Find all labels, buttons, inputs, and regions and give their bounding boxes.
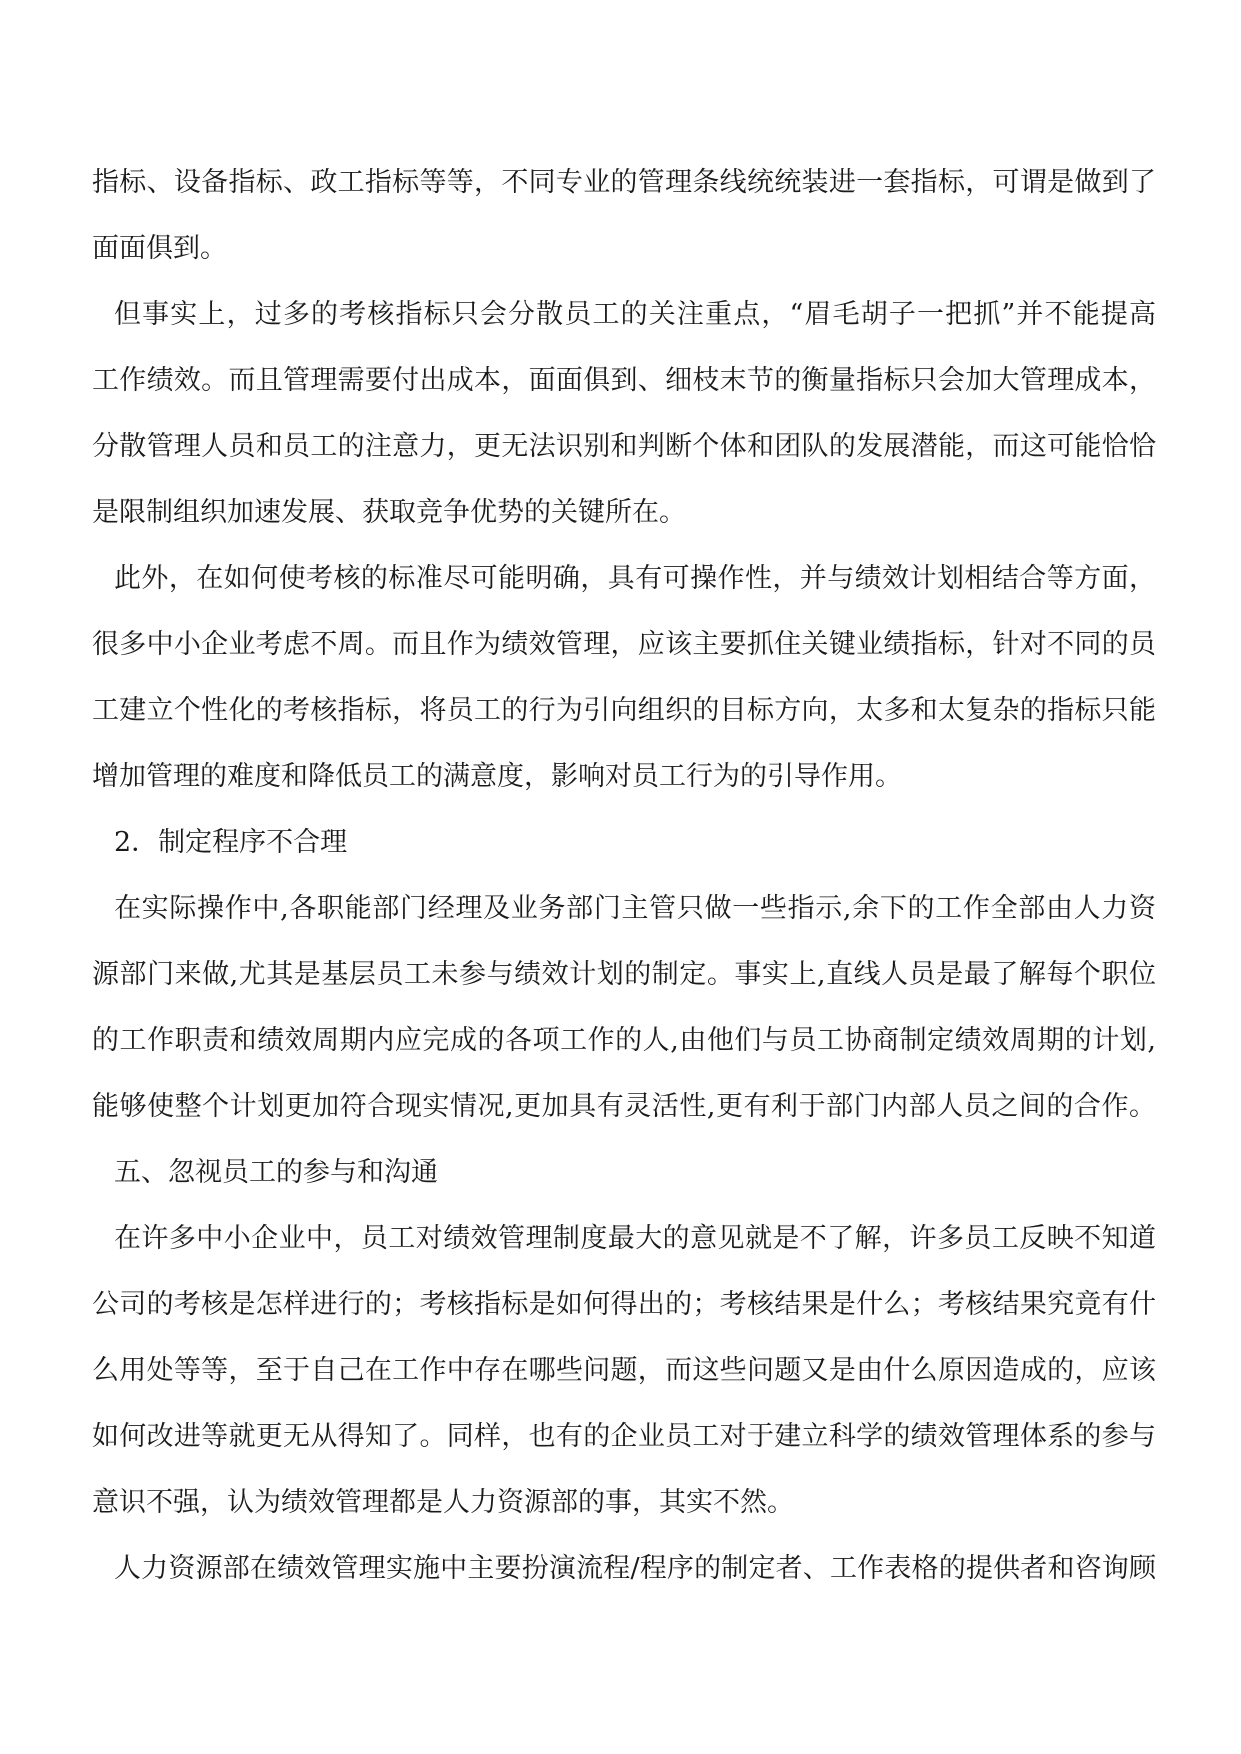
text-line: 源部门来做,尤其是基层员工未参与绩效计划的制定。事实上,直线人员是最了解每个职位: [92, 959, 1156, 990]
text-line: 人力资源部在绩效管理实施中主要扮演流程/程序的制定者、工作表格的提供者和咨询顾: [114, 1553, 1156, 1584]
document-page: [92, 150, 1156, 1602]
text-line: 五、忽视员工的参与和沟通: [114, 1157, 438, 1188]
text-line: 工作绩效。而且管理需要付出成本，面面俱到、细枝末节的衡量指标只会加大管理成本，: [92, 365, 1156, 396]
text-line: 能够使整个计划更加符合现实情况,更加具有灵活性,更有利于部门内部人员之间的合作。: [92, 1091, 1156, 1122]
text-line: 指标、设备指标、政工指标等等，不同专业的管理条线统统装进一套指标，可谓是做到了: [92, 167, 1156, 198]
text-line: 的工作职责和绩效周期内应完成的各项工作的人,由他们与员工协商制定绩效周期的计划,: [92, 1025, 1156, 1056]
text-line: 面面俱到。: [92, 233, 227, 264]
text-line: 么用处等等，至于自己在工作中存在哪些问题，而这些问题又是由什么原因造成的，应该: [92, 1355, 1156, 1386]
text-line: 是限制组织加速发展、获取竞争优势的关键所在。: [92, 497, 686, 528]
text-line: 公司的考核是怎样进行的；考核指标是如何得出的；考核结果是什么；考核结果究竟有什: [92, 1289, 1156, 1320]
text-line: 2．制定程序不合理: [114, 827, 348, 858]
text-line: 工建立个性化的考核指标，将员工的行为引向组织的目标方向，太多和太复杂的指标只能: [92, 695, 1156, 726]
text-line: 分散管理人员和员工的注意力，更无法识别和判断个体和团队的发展潜能，而这可能恰恰: [92, 431, 1156, 462]
text-line: 增加管理的难度和降低员工的满意度，影响对员工行为的引导作用。: [92, 761, 902, 792]
text-line: 在许多中小企业中，员工对绩效管理制度最大的意见就是不了解，许多员工反映不知道: [114, 1223, 1156, 1254]
text-line: 但事实上，过多的考核指标只会分散员工的关注重点，“眉毛胡子一把抓”并不能提高: [114, 299, 1156, 330]
text-line: 此外，在如何使考核的标准尽可能明确，具有可操作性，并与绩效计划相结合等方面，: [114, 563, 1156, 594]
text-line: 如何改进等就更无从得知了。同样，也有的企业员工对于建立科学的绩效管理体系的参与: [92, 1421, 1156, 1452]
text-line: 很多中小企业考虑不周。而且作为绩效管理，应该主要抓住关键业绩指标，针对不同的员: [92, 629, 1156, 660]
text-line: 意识不强，认为绩效管理都是人力资源部的事，其实不然。: [92, 1487, 794, 1518]
text-line: 在实际操作中,各职能部门经理及业务部门主管只做一些指示,余下的工作全部由人力资: [114, 893, 1156, 924]
